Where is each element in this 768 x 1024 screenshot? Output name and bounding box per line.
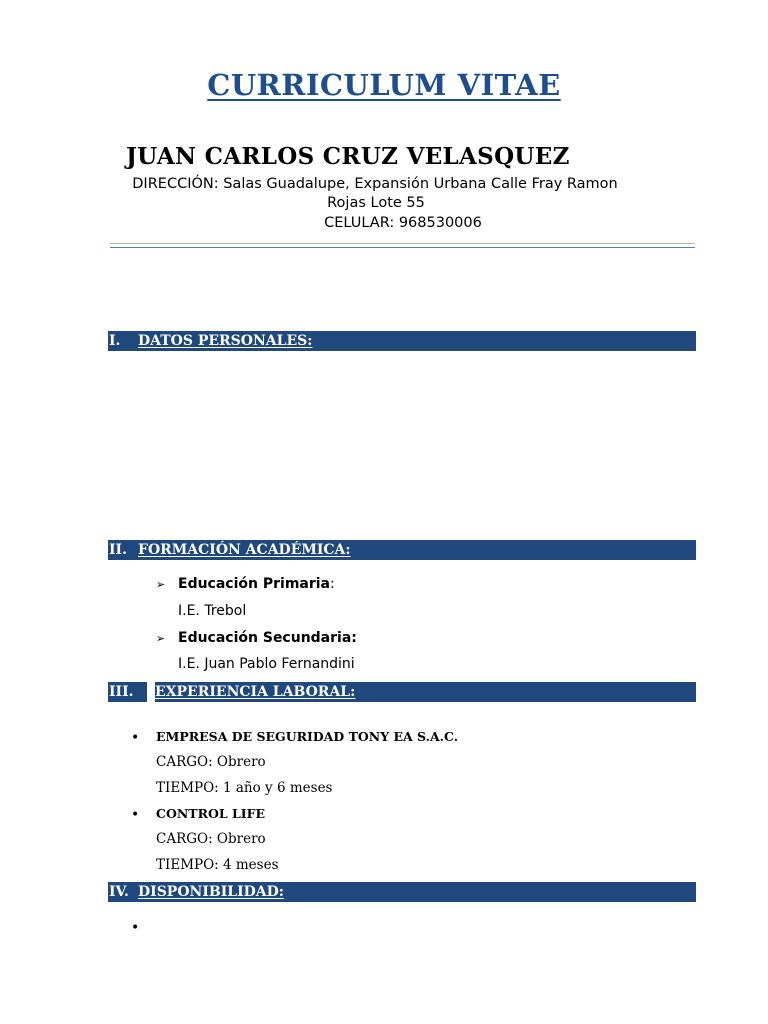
page-title — [0, 68, 768, 102]
section-education-number: II. — [109, 542, 127, 558]
address-line-1: DIRECCIÓN: Salas Guadalupe, Expansión Urbana Calle Fray Ramon — [132, 176, 618, 192]
education-item-primary — [156, 576, 335, 592]
availability-bullet-icon: • — [131, 920, 140, 936]
header-divider-blue — [110, 247, 695, 248]
section-personal-number: I. — [109, 333, 121, 349]
section-experience-number: III. — [109, 684, 134, 700]
section-experience-header — [108, 682, 696, 702]
education-secondary-label: Educación Secundaria: — [178, 630, 357, 646]
section-availability-number: IV. — [109, 884, 129, 900]
section-personal-title: DATOS PERSONALES: — [138, 333, 313, 349]
job-company-2: CONTROL LIFE — [156, 806, 266, 821]
header-divider-green — [110, 243, 695, 244]
section-availability-header — [108, 882, 696, 902]
address-line-2: Rojas Lote 55 — [327, 195, 425, 211]
job-role-1: CARGO: Obrero — [156, 754, 266, 770]
section-availability-title: DISPONIBILIDAD: — [138, 884, 284, 900]
arrow-bullet-icon: ➢ — [156, 578, 166, 591]
section-education-title: FORMACIÓN ACADÉMICA: — [138, 542, 351, 558]
section-experience-gap — [147, 682, 155, 702]
job-time-2: TIEMPO: 4 meses — [156, 857, 279, 873]
education-primary-school: I.E. Trebol — [178, 603, 247, 619]
education-primary-label: Educación Primaria — [178, 576, 331, 592]
education-primary-suffix: : — [330, 576, 335, 592]
section-personal-header — [108, 331, 696, 351]
job-company-1: EMPRESA DE SEGURIDAD TONY EA S.A.C. — [156, 729, 459, 744]
job-time-1: TIEMPO: 1 año y 6 meses — [156, 780, 333, 796]
arrow-bullet-icon: ➢ — [156, 632, 166, 645]
phone-line: CELULAR: 968530006 — [324, 215, 482, 231]
person-name: JUAN CARLOS CRUZ VELASQUEZ — [126, 143, 570, 170]
job-role-2: CARGO: Obrero — [156, 831, 266, 847]
job-bullet-icon: • — [131, 730, 140, 746]
section-education-header — [108, 540, 696, 560]
job-bullet-icon: • — [131, 807, 140, 823]
page-title-text: CURRICULUM VITAE — [207, 68, 561, 102]
education-secondary-school: I.E. Juan Pablo Fernandini — [178, 656, 355, 672]
section-experience-title: EXPERIENCIA LABORAL: — [155, 684, 356, 700]
education-item-secondary — [156, 630, 357, 646]
